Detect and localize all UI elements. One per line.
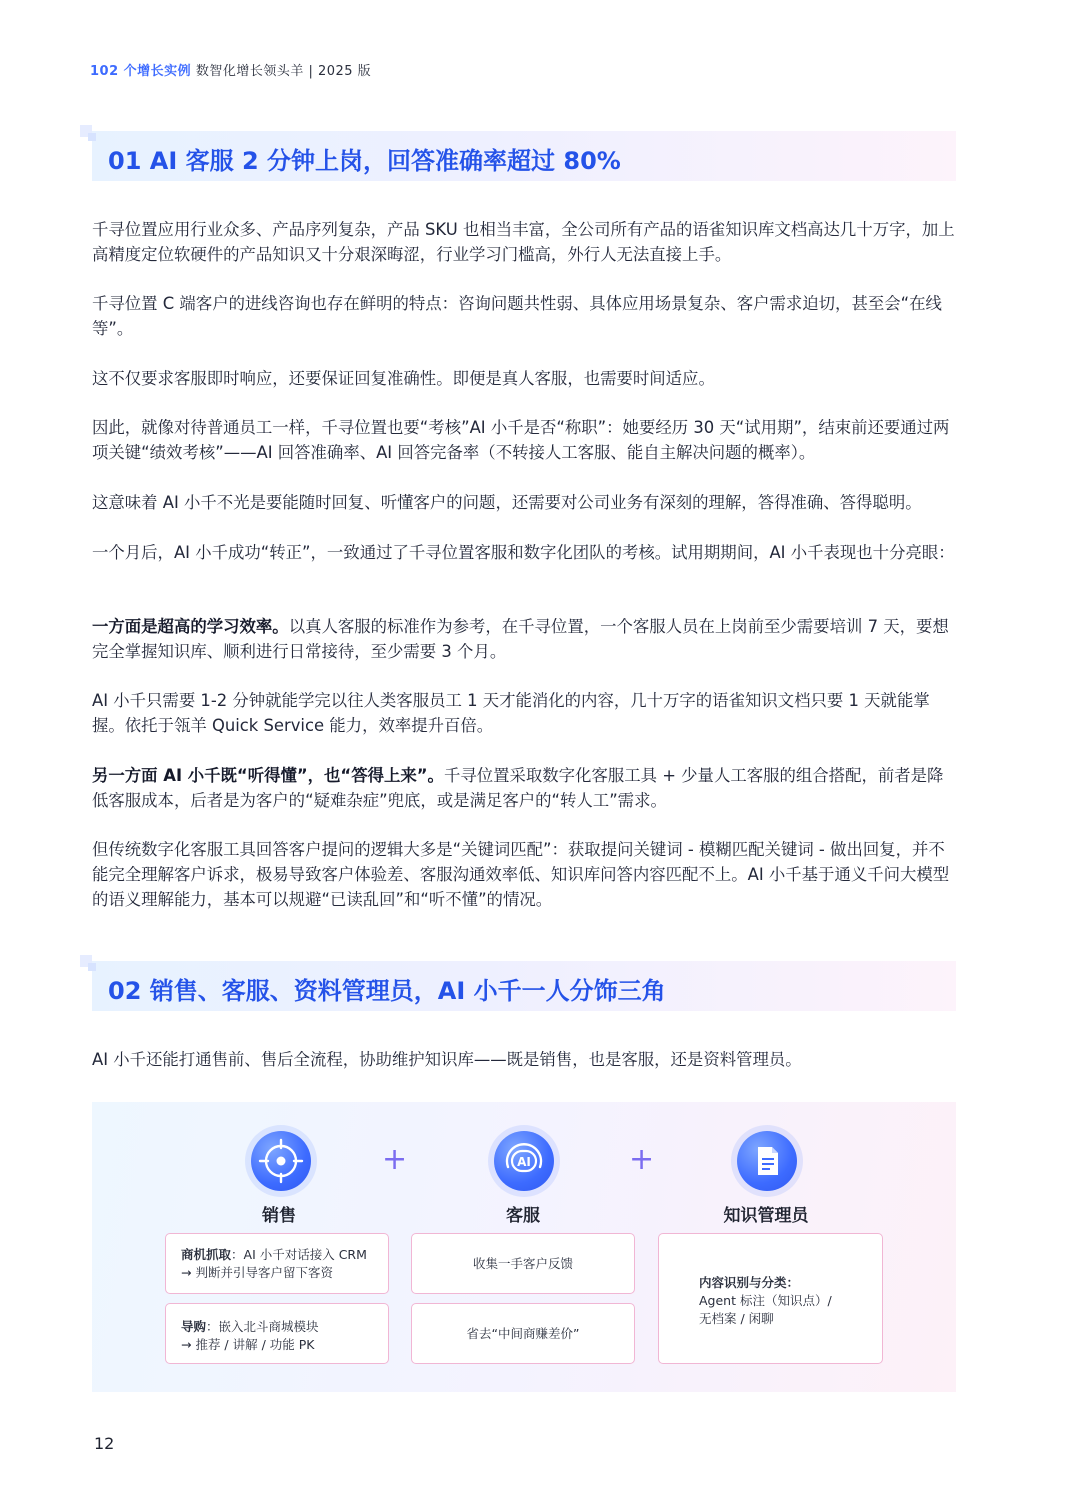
knowledge-box-line2: 无档案 / 闲聊 xyxy=(699,1311,774,1326)
sales-box-leads-title: 商机抓取 xyxy=(181,1247,232,1262)
paragraph-7-lead: 一方面是超高的学习效率。 xyxy=(92,617,289,636)
sales-box-leads-line1: ：AI 小千对话接入 CRM xyxy=(231,1247,367,1262)
paragraph-11: AI 小千还能打通售前、售后全流程，协助维护知识库——既是销售，也是客服，还是资料管理员。 xyxy=(92,1050,802,1069)
knowledge-box-line1: Agent 标注（知识点）/ xyxy=(699,1293,832,1308)
paragraph-3: 这不仅要求客服即时响应，还要保证回复准确性。即便是真人客服，也需要时间适应。 xyxy=(92,369,715,388)
paragraph-9 xyxy=(92,763,956,813)
sales-box-guide xyxy=(165,1303,389,1364)
sales-box-guide-line2: → 推荐 / 讲解 / 功能 PK xyxy=(181,1337,315,1352)
section-1-title: 01 AI 客服 2 分钟上岗，回答准确率超过 80% xyxy=(108,147,621,175)
role-label-knowledge: 知识管理员 xyxy=(723,1206,809,1226)
paragraph-7 xyxy=(92,614,956,664)
plus-icon: + xyxy=(382,1142,408,1177)
roles-diagram xyxy=(92,1102,956,1392)
sales-box-guide-line1: ：嵌入北斗商城模块 xyxy=(206,1319,319,1334)
paragraph-5: 这意味着 AI 小千不光是要能随时回复、听懂客户的问题，还需要对公司业务有深刻的理解，答得准确、答得聪明。 xyxy=(92,493,922,512)
knowledge-box xyxy=(658,1233,883,1364)
paragraph-8: AI 小千只需要 1-2 分钟就能学完以往人类客服员工 1 天才能消化的内容，几十万字的语雀知识文档只要 1 天就能掌握。依托于瓴羊 Quick Service 能力，效率提升百倍。 xyxy=(92,691,930,735)
paragraph-9-lead: 另一方面 AI 小千既“听得懂”，也“答得上来”。 xyxy=(92,766,444,785)
paragraph-7-text: 以真人客服的标准作为参考，在千寻位置，一个客服人员在上岗前至少需要培训 7 天，要想完全掌握知识库、顺利进行日常接待，至少需要 3 个月。 xyxy=(92,617,949,661)
document-icon xyxy=(737,1131,797,1191)
paragraph-6: 一个月后，AI 小千成功“转正”，一致通过了千寻位置客服和数字化团队的考核。试用期期间，AI 小千表现也十分亮眼： xyxy=(92,543,955,562)
plus-icon: + xyxy=(629,1142,655,1177)
section-1-heading xyxy=(92,131,956,181)
paragraph-9-text: 千寻位置采取数字化客服工具 + 少量人工客服的组合搭配，前者是降低客服成本，后者是为客户的“疑难杂症”兜底，或是满足客户的“转人工”需求。 xyxy=(92,766,944,810)
paragraph-1: 千寻位置应用行业众多、产品序列复杂，产品 SKU 也相当丰富，全公司所有产品的语雀知识库文档高达几十万字，加上高精度定位软硬件的产品知识又十分艰深晦涩，行业学习门槛高，外行人无法直接上手。 xyxy=(92,220,955,264)
paragraph-10: 但传统数字化客服工具回答客户提问的逻辑大多是“关键词匹配”：获取提问关键词 - 模糊匹配关键词 - 做出回复，并不能完全理解客户诉求，极易导致客户体验差、客服沟通效率低、知识库问答内容匹配不上。AI 小千基于通义千问大模型的语义理解能力，基本可以规避“已读乱回”和“听不懂”的情况。 xyxy=(92,840,950,909)
role-label-service: 客服 xyxy=(506,1206,540,1226)
ai-badge-icon xyxy=(494,1131,554,1191)
paragraph-4: 因此，就像对待普通员工一样，千寻位置也要“考核”AI 小千是否“称职”：她要经历 30 天“试用期”，结束前还要通过两项关键“绩效考核”——AI 回答准确率、AI 回答完备率（不转接人工客服、能自主解决问题的概率）。 xyxy=(92,418,950,462)
service-box-feedback: 收集一手客户反馈 xyxy=(411,1233,635,1294)
role-label-sales: 销售 xyxy=(262,1206,296,1226)
sales-box-leads xyxy=(165,1233,389,1294)
ai-badge-text: AI xyxy=(517,1155,531,1169)
header-brand: 102 个增长实例 xyxy=(90,64,192,79)
target-icon xyxy=(251,1131,311,1191)
sales-box-leads-line2: → 判断并引导客户留下客资 xyxy=(181,1265,333,1280)
sales-box-guide-title: 导购 xyxy=(181,1319,207,1334)
decor-square xyxy=(88,133,96,141)
section-2-title: 02 销售、客服、资料管理员，AI 小千一人分饰三角 xyxy=(108,977,666,1005)
knowledge-box-title: 内容识别与分类： xyxy=(699,1275,800,1290)
page-number: 12 xyxy=(94,1434,115,1453)
running-header xyxy=(90,60,371,79)
decor-square xyxy=(88,963,96,971)
header-subtitle: 数智化增长领头羊 | 2025 版 xyxy=(195,64,372,79)
paragraph-2: 千寻位置 C 端客户的进线咨询也存在鲜明的特点：咨询问题共性弱、具体应用场景复杂、客户需求迫切，甚至会“在线等”。 xyxy=(92,294,942,338)
section-2-heading xyxy=(92,961,956,1011)
service-box-middleman: 省去“中间商赚差价” xyxy=(411,1303,635,1364)
